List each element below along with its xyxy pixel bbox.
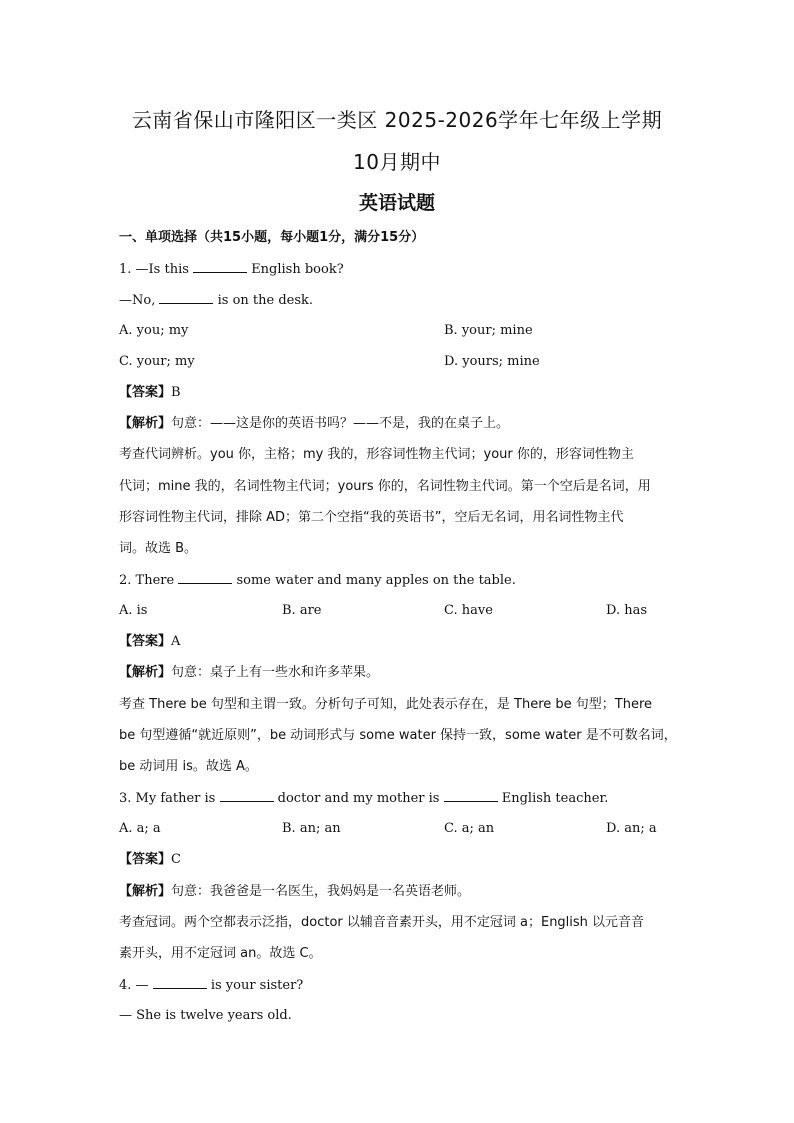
subject-title: 英语试题 [358, 192, 435, 214]
question-1-line2 [119, 291, 679, 310]
answer-value: A [171, 634, 181, 649]
analysis-tag: 【解析】 [119, 416, 172, 431]
analysis-line: be 句型遵循“就近原则”，be 动词形式与 some water 保持一致，some water 是不可数名词， [119, 728, 677, 743]
answer-line [119, 851, 679, 869]
exam-title-line2: 10月期中 [353, 150, 441, 174]
question-text: is your sister? [210, 978, 304, 993]
answer-line [119, 384, 679, 402]
question-text: English book? [251, 262, 344, 277]
answer-line [119, 633, 679, 651]
analysis-line: 词。故选 B。 [119, 541, 198, 556]
analysis-line [119, 664, 679, 682]
analysis-text: 句意：我爸爸是一名医生，我妈妈是一名英语老师。 [171, 884, 471, 899]
question-text: some water and many apples on the table. [236, 573, 516, 588]
option-d: D. an; a [606, 821, 657, 836]
analysis-line: be 动词用 is。故选 A。 [119, 759, 258, 774]
option-c: C. your; my [119, 354, 195, 369]
question-text: is on the desk. [217, 293, 314, 308]
analysis-line: 考查代词辨析。you 你，主格；my 我的，形容词性物主代词；your 你的，形容词性物主 [119, 447, 634, 462]
analysis-line: 考查冠词。两个空都表示泛指，doctor 以辅音音素开头，用不定冠词 a；English 以元音音 [119, 915, 645, 930]
answer-blank [193, 260, 247, 273]
question-text: —No, [119, 293, 156, 308]
question-text: 1. —Is this [119, 262, 189, 277]
answer-tag: 【答案】 [119, 634, 172, 649]
question-4 [119, 976, 679, 995]
analysis-line [119, 883, 679, 901]
answer-blank [444, 789, 498, 802]
exam-title-line1: 云南省保山市隆阳区一类区 2025-2026学年七年级上学期 [131, 108, 663, 132]
question-text: English teacher. [501, 791, 609, 806]
question-1 [119, 260, 679, 279]
question-text: 3. My father is [119, 791, 216, 806]
analysis-tag: 【解析】 [119, 884, 172, 899]
analysis-text: 句意：桌子上有一些水和许多苹果。 [171, 665, 380, 680]
option-d: D. has [606, 603, 648, 618]
analysis-line: 考查 There be 句型和主谓一致。分析句子可知，此处表示存在，是 There be 句型；There [119, 697, 653, 712]
answer-blank [159, 291, 213, 304]
analysis-line: 素开头，用不定冠词 an。故选 C。 [119, 946, 322, 961]
question-3 [119, 789, 679, 808]
option-a: A. you; my [119, 323, 189, 338]
question-text: 2. There [119, 573, 175, 588]
option-b: B. your; mine [444, 323, 533, 338]
analysis-line [119, 415, 679, 433]
analysis-text: 句意：——这是你的英语书吗？——不是，我的在桌子上。 [171, 416, 510, 431]
answer-blank [220, 789, 274, 802]
answer-value: C [171, 852, 181, 867]
analysis-tag: 【解析】 [119, 665, 172, 680]
option-c: C. a; an [444, 821, 495, 836]
question-text: 4. — [119, 978, 149, 993]
answer-tag: 【答案】 [119, 385, 172, 400]
answer-tag: 【答案】 [119, 852, 172, 867]
option-c: C. have [444, 603, 493, 618]
question-4-line2: — She is twelve years old. [119, 1008, 292, 1023]
section-heading: 一、单项选择（共15小题，每小题1分，满分15分） [119, 230, 425, 245]
answer-blank [153, 976, 207, 989]
option-b: B. are [282, 603, 322, 618]
option-d: D. yours; mine [444, 354, 540, 369]
option-a: A. a; a [119, 821, 161, 836]
analysis-line: 形容词性物主代词，排除 AD；第二个空指“我的英语书”，空后无名词，用名词性物主代 [119, 510, 624, 525]
answer-value: B [171, 385, 181, 400]
analysis-line: 代词；mine 我的，名词性物主代词；yours 你的，名词性物主代词。第一个空后是名词，用 [119, 479, 651, 494]
answer-blank [178, 571, 232, 584]
question-2 [119, 571, 679, 590]
option-a: A. is [119, 603, 148, 618]
option-b: B. an; an [282, 821, 341, 836]
question-text: doctor and my mother is [277, 791, 440, 806]
